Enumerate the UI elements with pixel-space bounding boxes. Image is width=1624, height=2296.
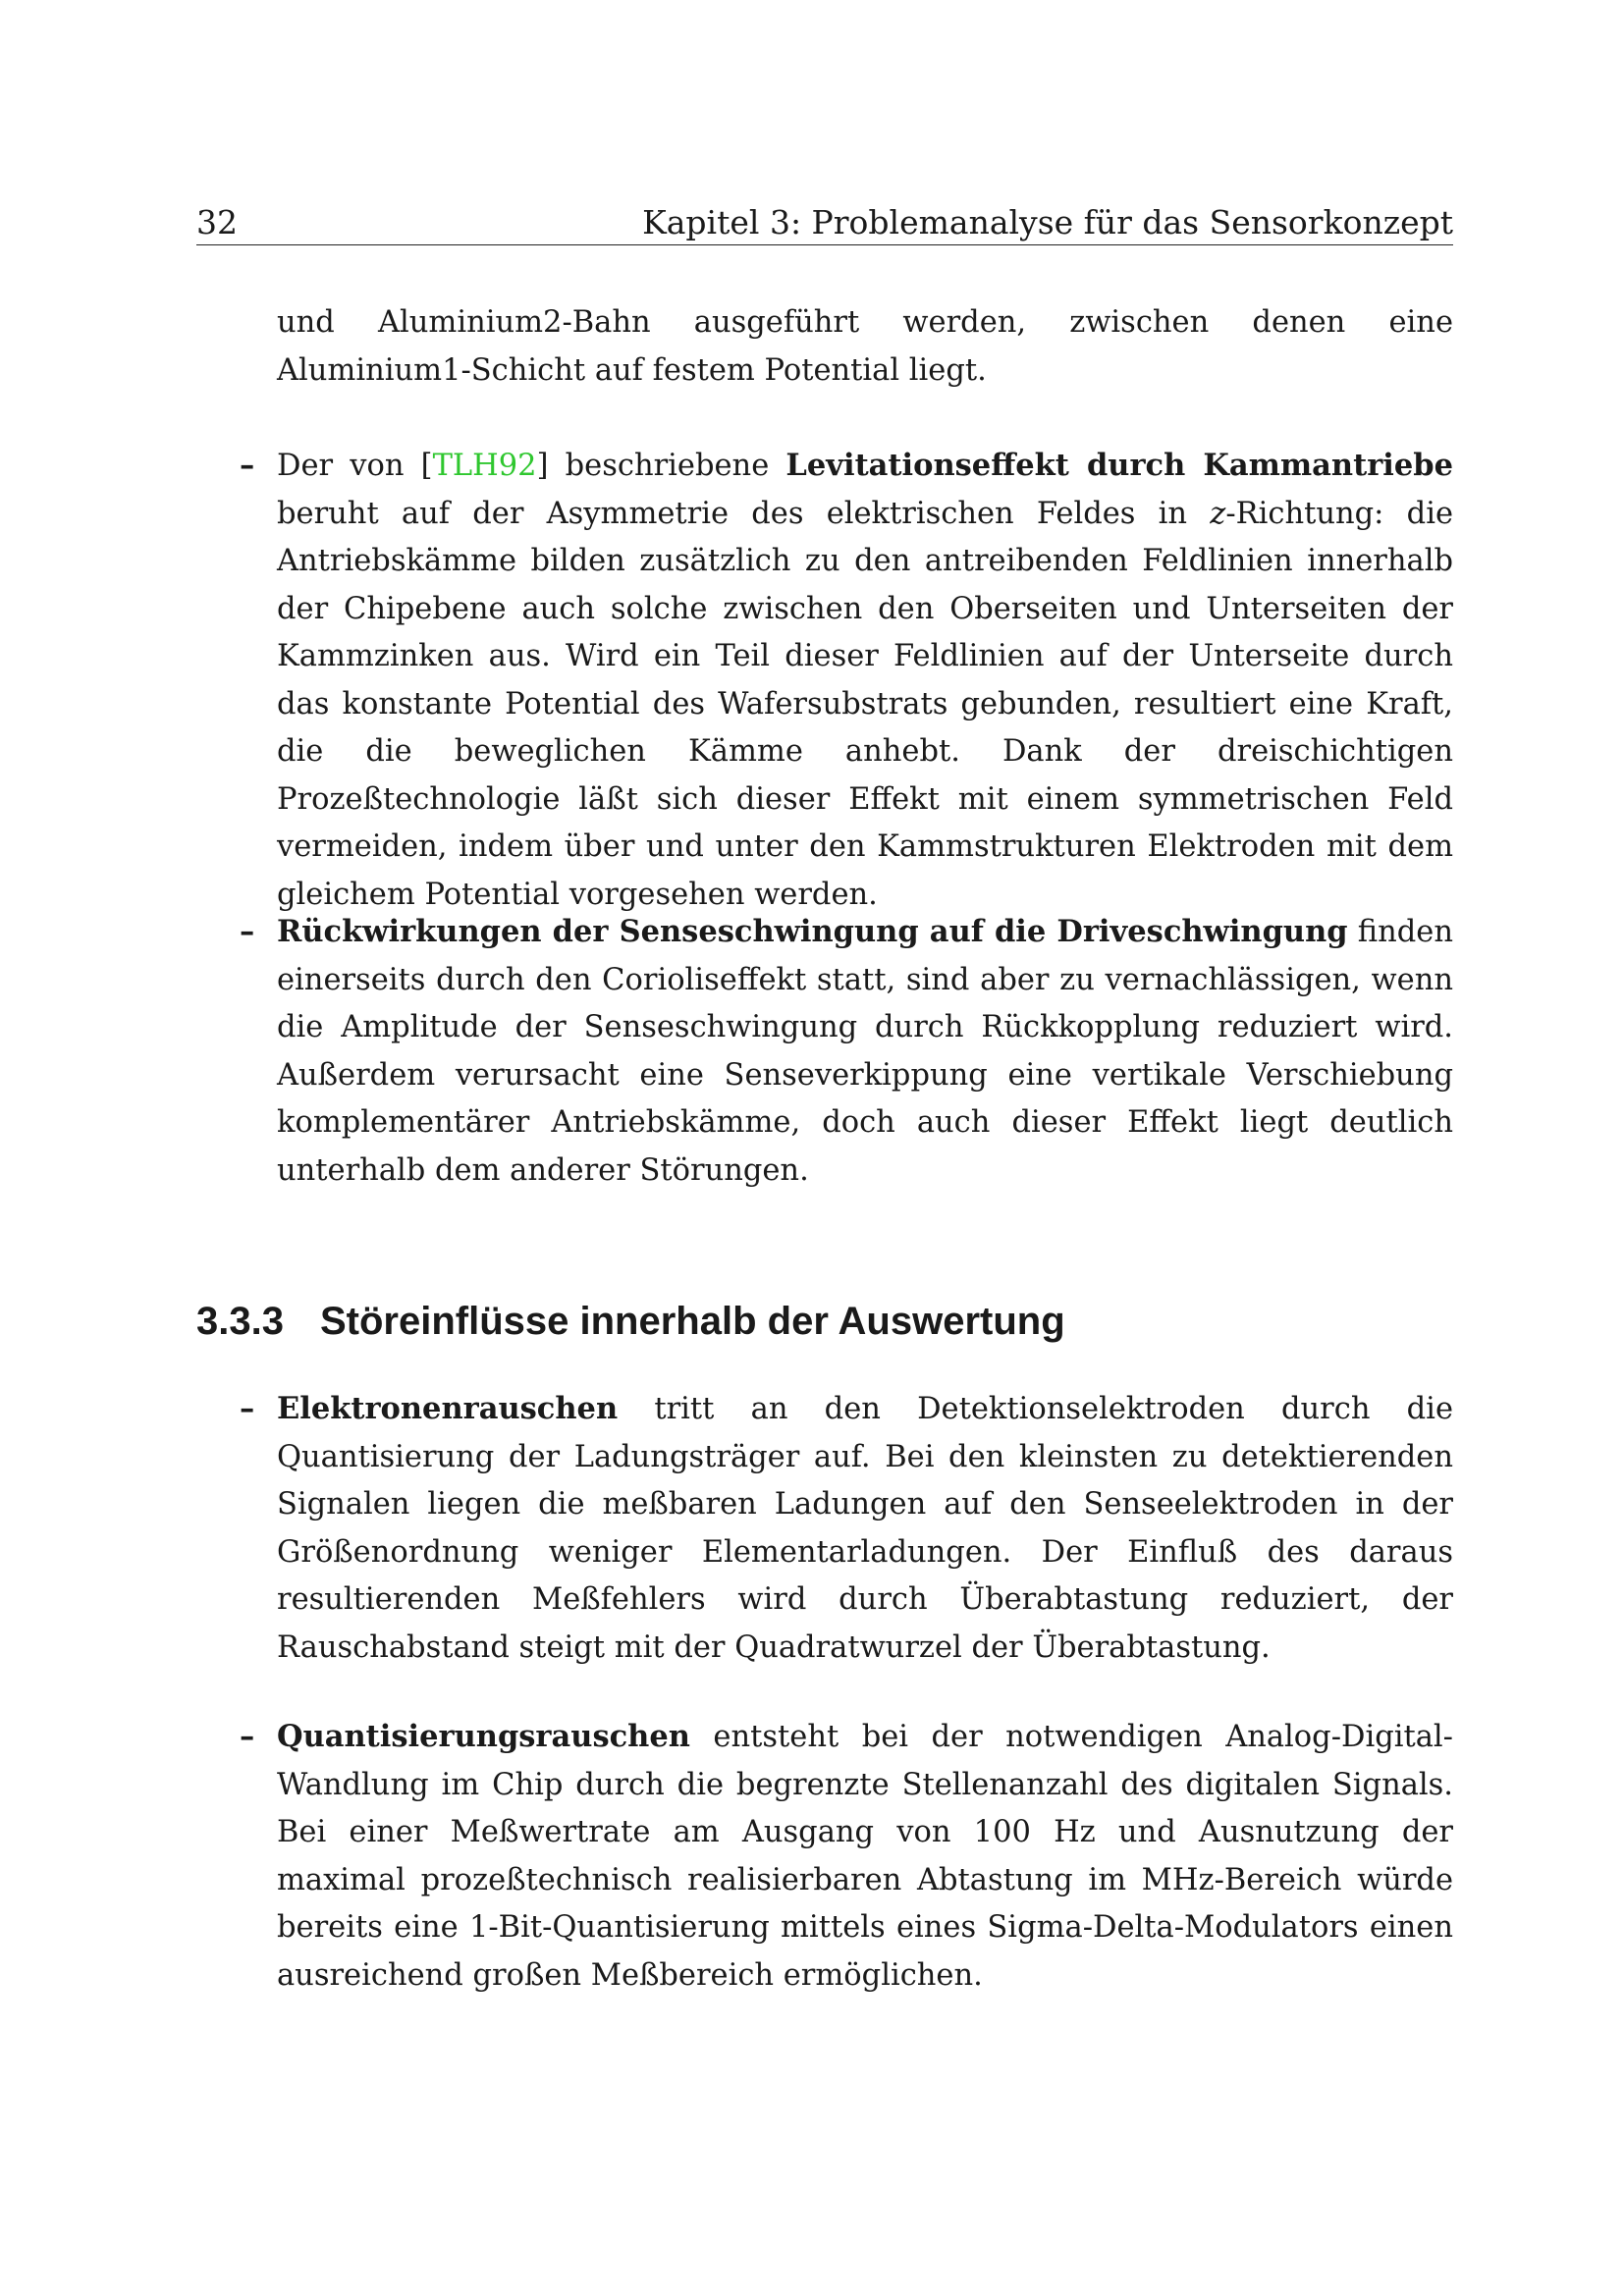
item-text: entsteht bei der notwendigen Analog-Digital-Wandlung im Chip durch die begrenzte Stellenanzahl des digitalen Signals. Bei einer Meßwertrate am Ausgang von 100 Hz und Ausnutzung der maximal prozeßtechnisch realisierbaren Abtastung im MHz-Bereich würde bereits eine 1-Bit-Quantisierung mittels eines Sigma-Delta-Modulators einen ausreichend großen Meßbereich ermöglichen. [277,1720,1453,1993]
item-text: finden einerseits durch den Corioliseffekt statt, sind aber zu vernachlässigen, wenn die Amplitude der Senseschwingung durch Rückkopplung reduziert wird. Außerdem verursacht eine Senseverkippung eine vertikale Verschiebung komplementärer Antriebskämme, doch auch dieser Effekt liegt deutlich unterhalb dem anderer Störungen. [277,915,1453,1188]
item-keyword: Rückwirkungen der Senseschwingung auf die Driveschwingung [277,914,1348,949]
item-text: Der von [ [277,449,433,483]
list-dash: – [240,1719,255,1754]
citation-link[interactable]: TLH92 [432,449,537,483]
continuation-paragraph: und Aluminium2-Bahn ausgeführt werden, zwischen denen eine Aluminium1-Schicht auf festem Potential liegt. [277,305,1453,388]
list-item-quantisierungsrauschen [277,1713,1453,2000]
item-keyword: Elektronenrauschen [277,1391,619,1426]
section-number: 3.3.3 [196,1300,284,1343]
item-text: beruht auf der Asymmetrie des elektrischen Feldes in [277,496,1211,531]
section-heading [196,1296,1065,1347]
math-variable: z [1210,496,1226,531]
page-number: 32 [196,203,238,241]
section-title: Störeinflüsse innerhalb der Auswertung [320,1300,1065,1343]
item-keyword: Levitationseffekt durch Kammantriebe [785,448,1453,483]
chapter-title: Kapitel 3: Problemanalyse für das Sensorkonzept [642,203,1453,241]
item-text: -Richtung: die Antriebskämme bilden zusätzlich zu den antreibenden Feldlinien innerhalb der Chipebene auch solche zwischen den Oberseiten und Unterseiten der Kammzinken aus. Wird ein Teil dieser Feldlinien auf der Unterseite durch das konstante Potential des Wafersubstrats gebunden, resultiert eine Kraft, die die beweglichen Kämme anhebt. Dank der dreischichtigen Prozeßtechnologie läßt sich dieser Effekt mit einem symmetrischen Feld vermeiden, indem über und unter den Kammstrukturen Elektroden mit dem gleichem Potential vorgesehen werden. [277,496,1453,912]
item-text: tritt an den Detektionselektroden durch die Quantisierung der Ladungsträger auf. Bei den kleinsten zu detektierenden Signalen liegen die meßbaren Ladungen auf den Senseelektroden in der Größenordnung weniger Elementarladungen. Der Einfluß des daraus resultierenden Meßfehlers wird durch Überabtastung reduziert, der Rauschabstand steigt mit der Quadratwurzel der Überabtastung. [277,1392,1453,1665]
list-dash: – [240,448,255,483]
list-item-levitation [277,442,1453,919]
list-item-elektronenrauschen [277,1385,1453,1672]
list-dash: – [240,914,255,949]
list-item-rueckwirkungen [277,908,1453,1195]
item-keyword: Quantisierungsrauschen [277,1719,690,1754]
list-dash: – [240,1391,255,1426]
running-header [196,201,1453,245]
item-text: ] beschriebene [536,449,786,483]
